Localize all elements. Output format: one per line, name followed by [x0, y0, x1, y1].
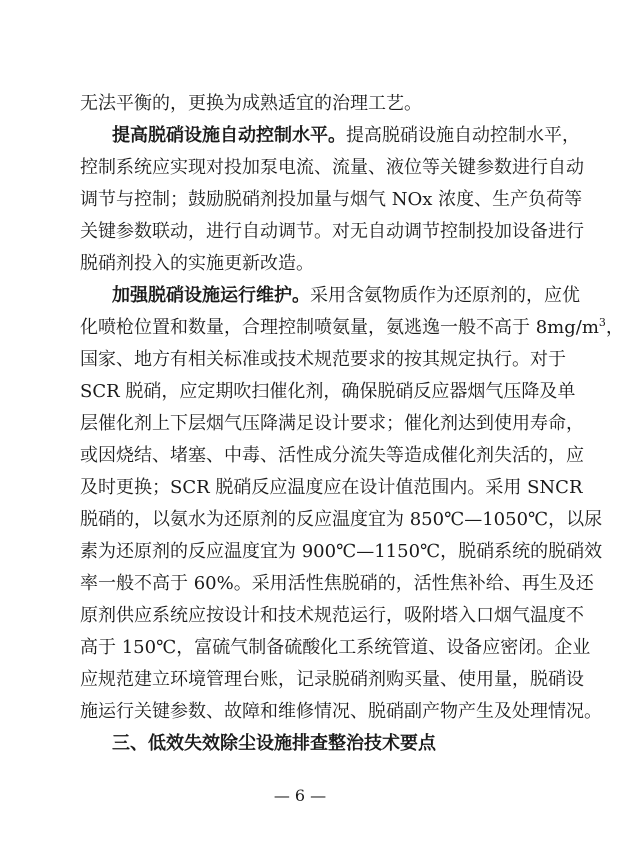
- paragraph-line: 率一般不高于 60%。采用活性焦脱硝的，活性焦补给、再生及还: [80, 573, 594, 594]
- paragraph-line: 素为还原剂的反应温度宜为 900℃—1150℃，脱硝系统的脱硝效: [80, 541, 603, 562]
- paragraph-line: 应规范建立环境管理台账，记录脱硝剂购买量、使用量，脱硝设: [80, 669, 584, 690]
- paragraph-line: 关键参数联动，进行自动调节。对无自动调节控制投加设备进行: [80, 221, 584, 242]
- paragraph-line: 高于 150℃，富硫气制备硫酸化工系统管道、设备应密闭。企业: [80, 637, 591, 658]
- paragraph-line: 调节与控制；鼓励脱硝剂投加量与烟气 NOx 浓度、生产负荷等: [80, 189, 583, 210]
- page-number: — 6 —: [273, 786, 327, 805]
- section-heading: 三、低效失效除尘设施排查整治技术要点: [112, 733, 436, 754]
- paragraph-line: 无法平衡的，更换为成熟适宜的治理工艺。: [80, 93, 422, 114]
- paragraph-line: 及时更换；SCR 脱硝反应温度应在设计值范围内。采用 SNCR: [80, 477, 583, 498]
- paragraph-text: ，: [605, 317, 624, 338]
- superscript: 3: [598, 316, 606, 329]
- paragraph-line: 脱硝的，以氨水为还原剂的反应温度宜为 850℃—1050℃，以尿: [80, 509, 603, 530]
- paragraph-line: 或因烧结、堵塞、中毒、活性成分流失等造成催化剂失活的，应: [80, 445, 584, 466]
- paragraph-text: 提高脱硝设施自动控制水平，: [346, 125, 580, 146]
- paragraph-text: 采用含氨物质作为还原剂的，应优: [310, 285, 580, 306]
- paragraph-lead: 提高脱硝设施自动控制水平。: [112, 125, 346, 146]
- paragraph-lead-line: [112, 285, 580, 307]
- paragraph-line: 控制系统应实现对投加泵电流、流量、液位等关键参数进行自动: [80, 157, 584, 178]
- paragraph-lead-line: [112, 125, 580, 147]
- paragraph-line: 层催化剂上下层烟气压降满足设计要求；催化剂达到使用寿命，: [80, 413, 584, 434]
- paragraph-line: [80, 316, 624, 339]
- paragraph-line: 国家、地方有相关标准或技术规范要求的按其规定执行。对于: [80, 349, 566, 370]
- paragraph-line: 施运行关键参数、故障和维修情况、脱硝副产物产生及处理情况。: [80, 701, 602, 722]
- paragraph-line: 原剂供应系统应按设计和技术规范运行，吸附塔入口烟气温度不: [80, 605, 584, 626]
- paragraph-text: 化喷枪位置和数量，合理控制喷氨量，氨逃逸一般不高于 8mg/m: [80, 317, 599, 338]
- paragraph-line: 脱硝剂投入的实施更新改造。: [80, 253, 314, 274]
- paragraph-line: SCR 脱硝，应定期吹扫催化剂，确保脱硝反应器烟气压降及单: [80, 381, 576, 402]
- paragraph-lead: 加强脱硝设施运行维护。: [112, 285, 310, 306]
